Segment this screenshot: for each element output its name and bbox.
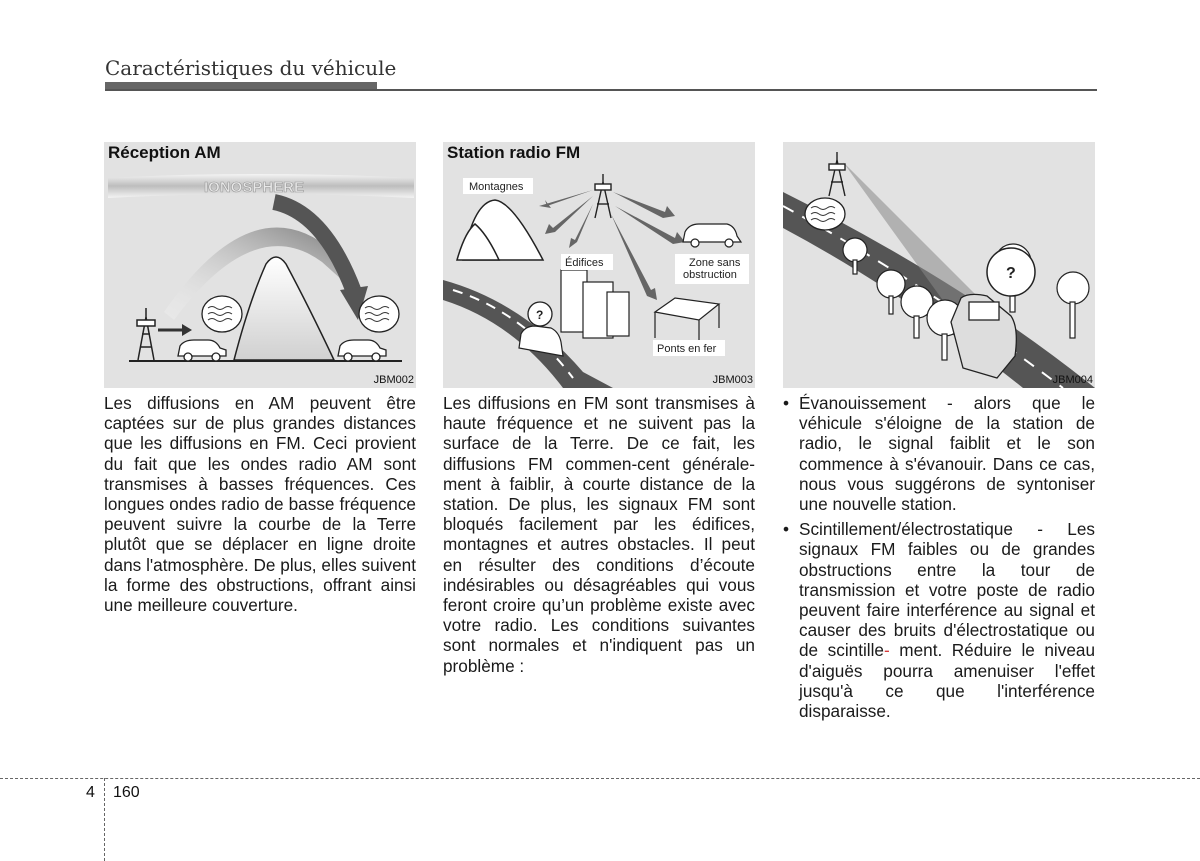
fm-conditions-list [783, 393, 1095, 726]
footer-divider [104, 778, 105, 861]
label-box [463, 178, 533, 194]
bullet-symbol: • [783, 519, 790, 540]
figure-code: JBM003 [712, 374, 753, 386]
am-description: Les diffusions en AM peuvent être captées sur de plus grandes distances que les diffusions en FM. Ceci provient du fait que les ondes radio AM sont transmises à basses fréquences. Ces longues ondes radio de basse fréquence peuvent suivre la courbe de la Terre plutôt que se déplacer en ligne droite dans l'atmosphère. De plus, elles suivent la forme des obstructions, offrant ainsi une meilleure couverture. [104, 393, 416, 616]
sound-bubble-icon [359, 296, 399, 332]
fm-station-figure [443, 142, 755, 388]
bullet-symbol: • [783, 393, 790, 413]
svg-text:?: ? [536, 308, 544, 322]
am-illustration [104, 142, 416, 388]
hyphen-mark: - [884, 640, 890, 661]
mountain-shape [234, 257, 334, 360]
fm-fading-figure [783, 142, 1095, 388]
sound-bubble-icon [805, 198, 845, 230]
figure-code: JBM002 [373, 374, 414, 386]
footer-rule [0, 778, 1200, 779]
section-title: Caractéristiques du véhicule [105, 56, 397, 80]
fading-illustration [783, 142, 1095, 388]
car-icon [338, 340, 386, 361]
am-reception-figure [104, 142, 416, 388]
figure-code: JBM004 [1052, 374, 1093, 386]
fm-illustration [443, 142, 755, 388]
list-item-fading [783, 393, 1095, 514]
radio-tower-icon [829, 152, 845, 196]
list-item-text: Scintillement/électrostatique - Les signaux FM faibles ou de grandes obstructions entre la tour de transmission et votre poste de radio peuvent faire interférence au signal et causer des bruits d'électrostatique ou de scintille- ment. Réduire le niveau d'aiguës pourra amenuiser l'effet jusqu'à ce que l'interférence disparaisse. [799, 519, 1096, 722]
figure-title: Station radio FM [447, 143, 581, 162]
svg-text:?: ? [1006, 265, 1016, 282]
buildings-label: Édifices [565, 257, 604, 269]
question-bubble-icon [528, 302, 552, 326]
figure-title: Réception AM [108, 143, 221, 162]
label-box [561, 254, 613, 270]
sound-bubble-icon [202, 296, 242, 332]
radio-tower-icon [595, 174, 611, 218]
car-icon [683, 224, 741, 247]
zone-label-line1: Zone sans [689, 257, 741, 269]
list-item-static [783, 519, 1095, 721]
bridges-label: Ponts en fer [657, 343, 717, 355]
fm-description: Les diffusions en FM sont transmises à haute fréquence et ne suivent pas la surface de la Terre. De ce fait, les diffusions FM commen-cent générale-ment à faiblir, à courte distance de la station. De plus, les signaux FM sont bloqués facilement par les édifices, montagnes et autres obstacles. Il peut en résulter des conditions d’écoute indésirables ou désagréables qui vous feront croire qu’un problème existe avec votre radio. Les conditions suivantes sont normales et n'indiquent pas un problème : [443, 393, 755, 676]
list-item-text: Évanouissement - alors que le véhicule s'éloigne de la station de radio, le signal faiblit et le son commence à s'évanouir. Dans ce cas, nous vous suggérons de syntoniser une nouvelle station. [799, 393, 1095, 515]
ionosphere-label: IONOSPHERE [204, 179, 305, 196]
label-box [675, 254, 749, 284]
zone-label-line2: obstruction [683, 269, 737, 281]
header-rule [105, 89, 1097, 91]
car-icon [519, 326, 563, 356]
label-box [653, 340, 725, 356]
mountains-label: Montagnes [469, 181, 524, 193]
buildings-icon [561, 270, 629, 338]
car-icon [951, 294, 1016, 378]
radio-tower-icon [137, 308, 155, 360]
page-number: 160 [113, 784, 140, 801]
chapter-number: 4 [86, 784, 95, 801]
car-icon [178, 340, 226, 361]
iron-bridge-icon [655, 298, 719, 342]
question-bubble-icon [987, 248, 1035, 296]
